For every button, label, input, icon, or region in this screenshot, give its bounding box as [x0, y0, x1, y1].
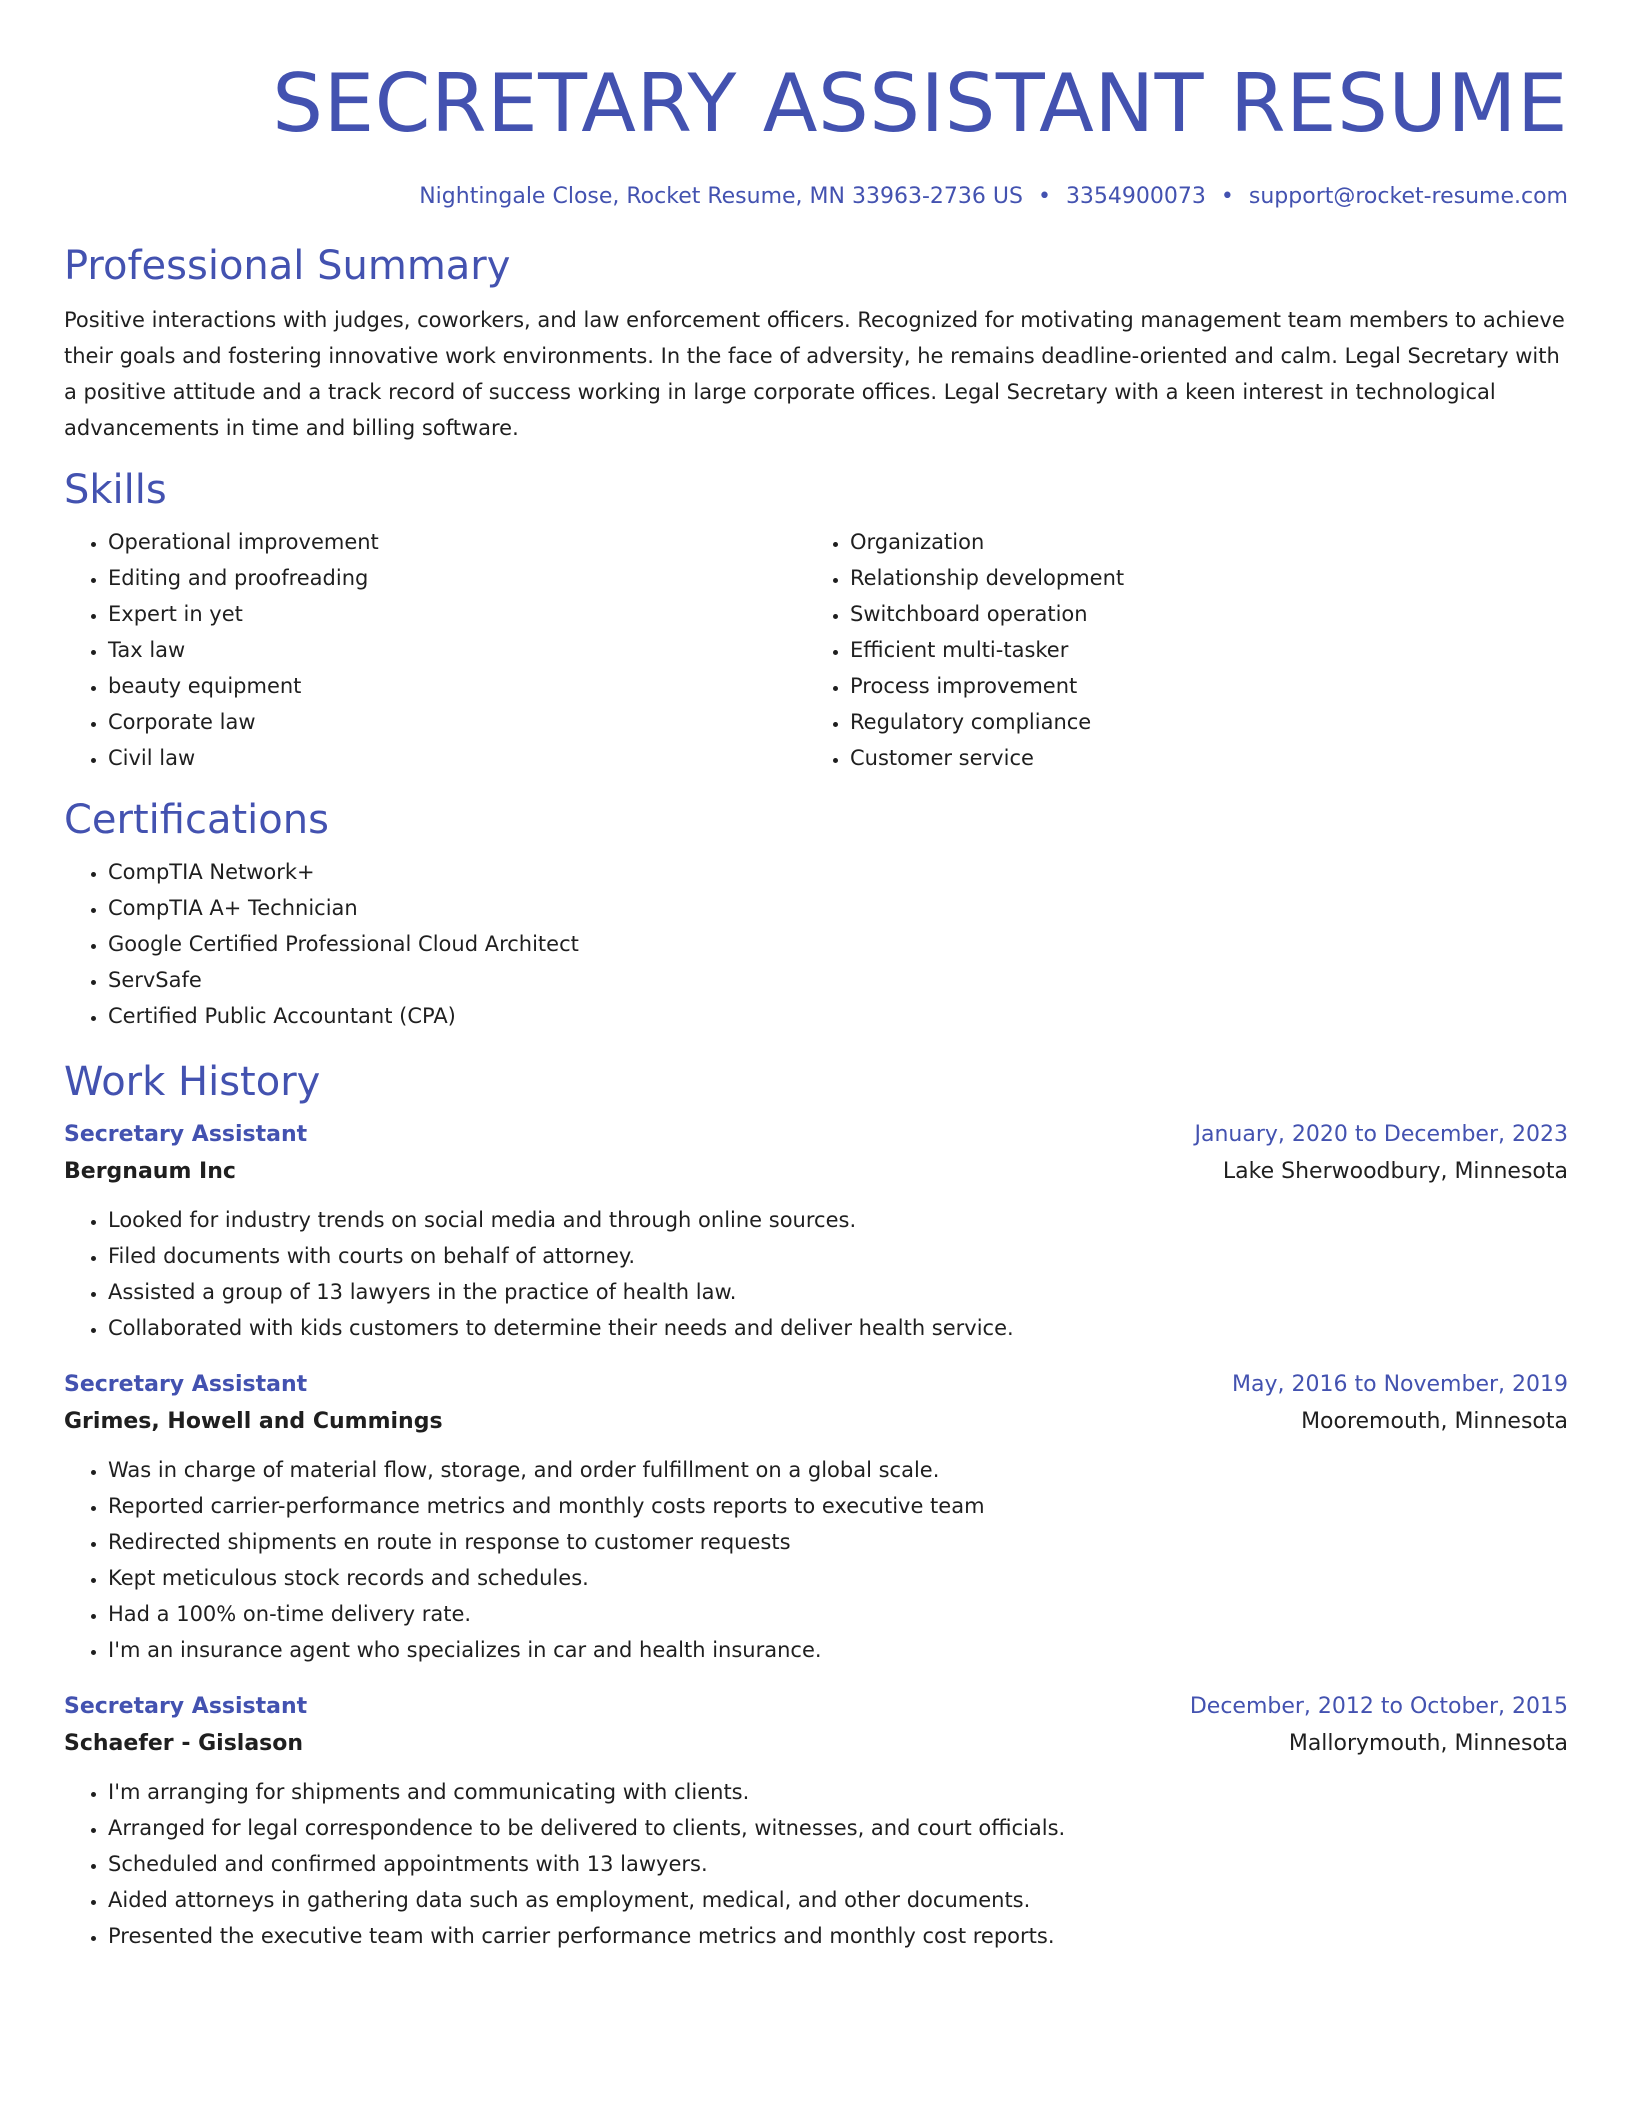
job-company-row [64, 1402, 1568, 1442]
job-duty-item: • I'm an insurance agent who specializes in car and health insurance. [108, 1632, 1568, 1668]
job-company-row [64, 1152, 1568, 1192]
job-entry [64, 1368, 1568, 1668]
job-duty-item: • Kept meticulous stock records and schedules. [108, 1560, 1568, 1596]
job-location: Mallorymouth, Minnesota [1288, 1731, 1568, 1756]
work-history-section [64, 1056, 1568, 1954]
job-dates: December, 2012 to October, 2015 [1189, 1694, 1568, 1719]
job-title: Secretary Assistant [64, 1372, 308, 1397]
skill-item: • Civil law [108, 740, 806, 776]
job-duty-item: • Filed documents with courts on behalf of attorney. [108, 1238, 1568, 1274]
skills-grid [64, 516, 1568, 776]
job-duties-list [64, 1202, 1568, 1346]
job-duty-item: • Scheduled and confirmed appointments with 13 lawyers. [108, 1846, 1568, 1882]
contact-address: Nightingale Close, Rocket Resume, MN 33963-2736 US [419, 184, 1023, 209]
skill-item: • Switchboard operation [850, 596, 1568, 632]
job-title: Secretary Assistant [64, 1694, 308, 1719]
skill-item: • Relationship development [850, 560, 1568, 596]
certifications-section [64, 794, 1568, 1034]
job-location: Mooremouth, Minnesota [1301, 1409, 1568, 1434]
skill-item: • Regulatory compliance [850, 704, 1568, 740]
job-location: Lake Sherwoodbury, Minnesota [1222, 1159, 1568, 1184]
job-duty-item: • Assisted a group of 13 lawyers in the practice of health law. [108, 1274, 1568, 1310]
skill-item: • Corporate law [108, 704, 806, 740]
resume-header [64, 52, 1568, 212]
job-duty-item: • I'm arranging for shipments and communicating with clients. [108, 1774, 1568, 1810]
skills-section [64, 464, 1568, 776]
certification-item: • CompTIA Network+ [108, 854, 1568, 890]
section-title-skills: Skills [64, 467, 167, 513]
job-company: Schaefer - Gislason [64, 1731, 304, 1756]
certification-item: • CompTIA A+ Technician [108, 890, 1568, 926]
professional-summary-section [64, 240, 1568, 446]
skill-item: • Editing and proofreading [108, 560, 806, 596]
certifications-list [64, 854, 1568, 1034]
job-duties-list [64, 1774, 1568, 1954]
skill-item: • Process improvement [850, 668, 1568, 704]
skills-list-left [64, 524, 806, 776]
job-title-row [64, 1118, 1568, 1152]
job-duty-item: • Reported carrier-performance metrics and monthly costs reports to executive team [108, 1488, 1568, 1524]
job-duty-item: • Collaborated with kids customers to determine their needs and deliver health service. [108, 1310, 1568, 1346]
section-title-work-history: Work History [64, 1059, 321, 1105]
job-company-row [64, 1724, 1568, 1764]
job-company: Bergnaum Inc [64, 1159, 236, 1184]
contact-email: support@rocket-resume.com [1248, 184, 1568, 209]
job-dates: January, 2020 to December, 2023 [1194, 1122, 1568, 1147]
skill-item: • Expert in yet [108, 596, 806, 632]
job-title-row [64, 1368, 1568, 1402]
skill-item: • Customer service [850, 740, 1568, 776]
job-duty-item: • Arranged for legal correspondence to be delivered to clients, witnesses, and court officials. [108, 1810, 1568, 1846]
contact-separator: • [1037, 184, 1051, 209]
contact-phone: 3354900073 [1065, 184, 1206, 209]
job-title: Secretary Assistant [64, 1122, 308, 1147]
job-dates: May, 2016 to November, 2019 [1232, 1372, 1568, 1397]
contact-line [64, 182, 1568, 212]
job-company: Grimes, Howell and Cummings [64, 1409, 443, 1434]
job-duty-item: • Looked for industry trends on social media and through online sources. [108, 1202, 1568, 1238]
job-entry [64, 1690, 1568, 1954]
skill-item: • Tax law [108, 632, 806, 668]
summary-text: Positive interactions with judges, coworkers, and law enforcement officers. Recognized for motivating management team members to achieve their goals and fostering innovative work environments. In the face of adversity, he remains deadline-oriented and calm. Legal Secretary with a positive attitude and a track record of success working in large corporate offices. Legal Secretary with a keen interest in technological advancements in time and billing software. [64, 308, 1565, 440]
job-duty-item: • Had a 100% on-time delivery rate. [108, 1596, 1568, 1632]
section-title-certifications: Certifications [64, 797, 329, 843]
contact-separator: • [1220, 184, 1234, 209]
certification-item: • ServSafe [108, 962, 1568, 998]
job-duty-item: • Was in charge of material flow, storage, and order fulfillment on a global scale. [108, 1452, 1568, 1488]
skill-item: • Efficient multi-tasker [850, 632, 1568, 668]
job-duties-list [64, 1452, 1568, 1668]
job-duty-item: • Aided attorneys in gathering data such as employment, medical, and other documents. [108, 1882, 1568, 1918]
job-entry [64, 1118, 1568, 1346]
skill-item: • Organization [850, 524, 1568, 560]
skills-list-right [806, 524, 1568, 776]
job-title-row [64, 1690, 1568, 1724]
skill-item: • Operational improvement [108, 524, 806, 560]
job-duty-item: • Presented the executive team with carrier performance metrics and monthly cost reports. [108, 1918, 1568, 1954]
certification-item: • Google Certified Professional Cloud Architect [108, 926, 1568, 962]
certification-item: • Certified Public Accountant (CPA) [108, 998, 1568, 1034]
resume-title: SECRETARY ASSISTANT RESUME [272, 57, 1568, 150]
job-duty-item: • Redirected shipments en route in response to customer requests [108, 1524, 1568, 1560]
section-title-summary: Professional Summary [64, 243, 511, 289]
skill-item: • beauty equipment [108, 668, 806, 704]
